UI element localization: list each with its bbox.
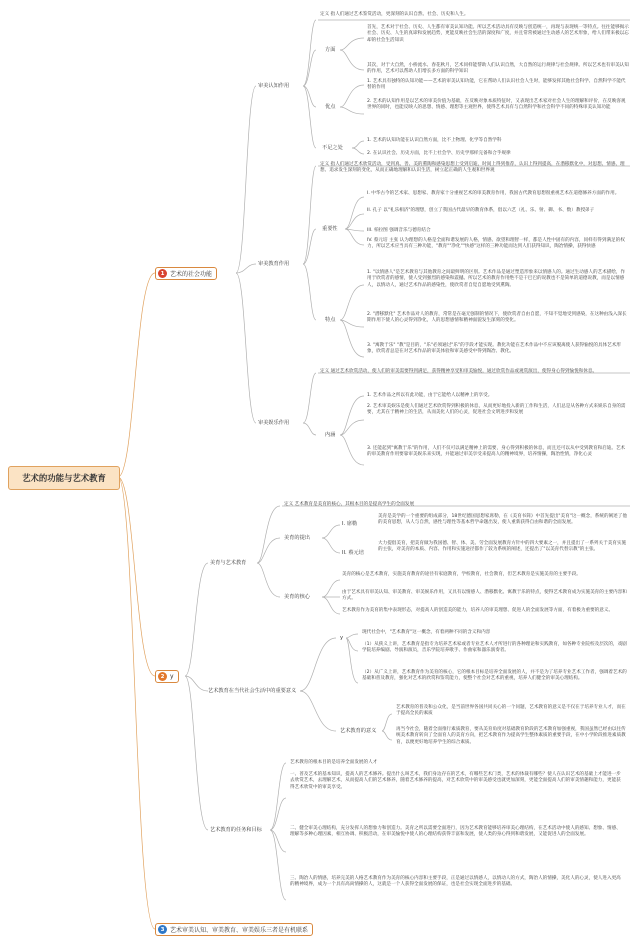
subtopic-cognition[interactable]: 审美认知作用 [258, 83, 290, 89]
modern-point-3: （2）从广义上讲，艺术教育作为美育的核心，它的根本目标是培养全面发展的人，并不是为了培养专业艺术工作者，强调着艺术的基础和普及教育，强化对艺术的欣赏和鉴赏能力，使整个社会对艺术的重视，培养人们健全的审美心理结构。 [362, 670, 627, 682]
origin-cai-label[interactable]: II. 蔡元培 [342, 550, 364, 556]
branch-2-art-education[interactable] [155, 670, 179, 683]
education-importance-2: II. 孔子 以"礼乐相济"的理想，创立了我国古代最早的教育体系，倡以六艺（礼、乐、射、御、书、数）教授弟子 [367, 208, 595, 213]
aesthetic-ed-definition: 定义 艺术教育是美育的核心，其根本目的是提高学生的全面发展 [284, 502, 415, 507]
cognition-merit-1: 1. 艺术具有独特的认知功能——艺术的审美认知功能，它在帮助人们认识社会人生时，能够发挥其他社会科学、自然科学不能代替的作用 [367, 79, 626, 91]
entertainment-content-label[interactable]: 内涵 [325, 432, 336, 438]
modern-point-1: 现代社会中，"艺术教育"这一概念，有着两种不同的含义和内容 [362, 630, 491, 635]
subtopic-modern-significance[interactable]: 艺术教育在当代社会生活中的重要意义 [208, 688, 297, 694]
education-importance-1: I. 中华古今的艺术家、思想家、教育家十分重视艺术的审美教育作用，我国古代教育思想很重视艺术在道德修养方面的作用。 [367, 191, 620, 196]
modern-significance-2: 再当今社会，随着全面推行素质教育，要从美育角度对基础教育阶段的艺术教育加强重视，我国虽然已经由以往传统美术教育转向了全面育人的美育方向，把艺术教育作为提高学生整体素质的重要手段，在中小学阶段推进素质教育，以便更好地培养学生的综合素质。 [396, 727, 626, 745]
aesthetic-ed-origin-label[interactable]: 美育的提出 [284, 535, 310, 541]
modern-significance-label[interactable]: 艺术教育的意义 [340, 728, 377, 734]
tasks-intro: 艺术教育的根本目的是培养全面发展的人才 [290, 760, 378, 765]
subtopic-entertainment[interactable]: 审美娱乐作用 [258, 420, 290, 426]
origin-schiller-label[interactable]: I. 席勒 [342, 521, 358, 527]
aesthetic-ed-core-3: 艺术教育作为美育的集中表现形态，对提高人的创造美的能力，培养人的审美理想、促进人的全面发展等方面，有着极为重要的意义。 [342, 608, 614, 613]
cognition-aspect-2: 其次，对于大自然，小桥流水、春花秋月，艺术同样能帮助人们认识自然，大自然的运行规律与社会规律。所以艺术也有审美认知的作用，艺术可以帮助人们增长多方面的科学知识 [367, 63, 629, 75]
tasks-point-2: 二、健全审美心理结构，充分发挥人的想象力和创造力。美育之所以需要全面进行，因为艺术教育能够培养审美心理结构，在艺术活动中使人的感知、想象、情感、理解等多种心理因素，相互协调、积极活动，在审美愉悦中使人的心理结构获得丰富和发展，使人类的身心得到和谐发展，又能促进人的全面发展。 [290, 826, 621, 838]
subtopic-tasks-goals[interactable]: 艺术教育的任务和目标 [210, 827, 262, 833]
origin-schiller-text: 美育是美学的一个重要的组成部分，18世纪德国思想家席勒，在《美育书简》中首先提出"美育"这一概念，系统的阐述了他的美育思想，从人与自然，感性与理性等基本哲学命题出发，使人重新获得自由和谐的全面发展。 [378, 514, 627, 526]
education-feature-3: 3. "寓教于乐" "教"是目的，"乐"必须通过"乐"的手段才能实现。教化功能在艺术作品中不应该脱离使人获得愉悦的具体艺术形象，欣赏者总是在对艺术作品的审美体验和审美感受中得到陶冶、教化。 [367, 343, 621, 355]
cognition-limit-2: 2. 在认识社会、历史方面，比不上社会学、历史学那样完备和合乎规律 [367, 151, 511, 156]
cognition-definition: 定义 指人们通过艺术鉴赏活动，更深刻的认识自然、社会、历史和人生。 [320, 12, 469, 17]
root-topic[interactable]: 艺术的功能与艺术教育 [8, 466, 120, 490]
branch-3-title: 艺术审美认知、审美教育、审美娱乐三者是有机联系 [170, 927, 309, 934]
number-badge-2: 2 [158, 672, 167, 681]
cognition-merit-2: 2. 艺术的认知作用是以艺术的审美价值为基础，在反映对象本质特征时，又表现出艺术家对社会人生的理解和评价，在反映客观世界的同时，也能反映人的思想、情感、理想等主观世界，使得艺术具有与自然科学和社会科学不同的特殊审美认知功能 [367, 99, 626, 111]
origin-cai-text: 大力提倡美育，把美育做为我国德、智、体、美、劳全面发展教育方针中的四大要素之一，并且提出了一系列关于美育实施的主张，对美育的本质、内容、作用和实施途径都作了较为系统的阐述，还提出了"以美育代替宗教"的主张。 [378, 541, 627, 553]
cognition-aspects-label[interactable]: 方面 [325, 47, 336, 53]
aesthetic-ed-core-2: 由于艺术具有审美认知、审美教育、审美娱乐作用，又具有以情感人、潜移默化、寓教于乐的特点，使得艺术教育成为实施美育的主要内容和方式。 [342, 590, 627, 602]
subtopic-aesthetic-education[interactable]: 美育与艺术教育 [210, 560, 247, 566]
tasks-point-1: 一、普及艺术的基本知识，提高人的艺术修养。提出什么叫艺术，我们身边存在的艺术，有哪些艺术门类，艺术的体裁有哪些？使人在认识艺术的基础上才能进一步去欣赏艺术，去理解艺术，从而提高人们的艺术修养，随着艺术修养的提高，对艺术欣赏中的审美感受也就更加深刻，更能全面提高人们的审美情趣和能力，更能获得艺术欣赏中的审美享受。 [290, 772, 621, 790]
education-definition: 定义 指人们通过艺术欣赏活动，受到真、善、美的熏陶和感染思想上受到启迪，时间上得到推荐，认识上得到提高，在潜移默化中，对思想、情感、理想、追求发生深刻的变化，从而正确地理解和认识生活，树立起正确的人生观和世界观 [320, 162, 625, 174]
entertainment-definition: 定义 通过艺术欣赏活动，使人们的审美需要得到满足，获得精神享受和审美愉悦，通过欣赏作品或观赏演出，使得身心得到愉悦和休息。 [320, 369, 598, 374]
cognition-limit-1: 1. 艺术的认知功能在认识自然方面，比不上物理、化学等自然学科 [367, 138, 502, 143]
cognition-limits-label[interactable]: 不足之处 [322, 145, 343, 151]
branch-3-relationship[interactable] [155, 923, 313, 936]
education-importance-label[interactable]: 重要性 [322, 226, 338, 232]
aesthetic-ed-core-1: 美育的核心是艺术教育，实施美育教育的途径有家庭教育，学校教育，社会教育，但艺术教育是实施美育的主要手段。 [342, 572, 581, 577]
entertainment-content-1: 1. 艺术作品之所以有此功能，由于它能给人以精神上的享受。 [367, 393, 493, 398]
entertainment-content-2: 2. 艺术审美娱乐是使人们通过艺术欣赏得到积极的休息，从而更好地投入新的工作和生活，人们总是从各种方式来娱乐自身的需要，尤其在于精神上的生活，从而美化人们的心灵，促进社会文明进步和发展 [367, 404, 626, 416]
education-importance-4: IV. 蔡元培 主张 认为理想的人格是全面和谐发展的人格，情感、欲望和理智一样，都是人性中固有的内容，同样有得到满足的权力，所以艺术应当具有三种功能，"教育""净化""快感"这样的三种功能而达到人们获得知识，陶冶情操，获得快感 [367, 238, 625, 250]
cognition-merits-label[interactable]: 优点 [325, 104, 336, 110]
number-badge-1: 1 [158, 269, 167, 278]
branch-2-title: y [170, 673, 174, 680]
education-features-label[interactable]: 特点 [325, 317, 336, 323]
aesthetic-ed-core-label[interactable]: 美育的核心 [284, 594, 310, 600]
number-badge-3: 3 [158, 925, 167, 934]
entertainment-content-3: 3. 还能起到"寓教于乐"的作用，人们不仅可以满足精神上的需要，身心得到积极的休息，而且还可以从中受到教育和启迪。艺术的审美教育作用要靠审美娱乐来实现，并能通过审美享受来提高人的精神境界，培养情操，陶冶性情，净化心灵 [367, 446, 626, 458]
branch-1-title: 艺术的社会功能 [170, 271, 213, 278]
modern-y-label[interactable]: y [340, 635, 344, 641]
modern-significance-1: 艺术教育的普及和公众化，是当前世界各国共同关心的一个问题，艺术教育的意义是不仅在于培养专业人才，而在于提高全民的素质 [396, 705, 626, 717]
education-importance-3: III. 柏拉图 强调音乐与德育结合 [367, 228, 431, 233]
branch-1-social-function[interactable] [155, 267, 217, 280]
tasks-point-3: 三、陶冶人的情感，培养完美的人格艺术教育作为美育的核心内容和主要手段，正是通过以情感人，以情动人的方式，陶冶人的情操，美化人的心灵，使人进入更高的精神境界，成为一个具有高尚情操的人，这就是一个人获得全面发展的保证，也是社会实现全面进步的基础。 [290, 876, 621, 888]
education-feature-1: 1. "以情感人"是艺术教育与其他教育之间最鲜明的区别。艺术作品是通过塑造形象来以情感人的。通过生动感人的艺术描绘，作用于欣赏者的感情，使人受到强烈的感染和震撼。所以艺术的教育作用绝不是干巴巴的说教也不是简单的道德说教，而是以情感人，以情动人，通过艺术作品的感染性，使欣赏者自觉自愿地受到熏陶。 [367, 270, 626, 288]
cognition-aspect-1: 首先，艺术对于社会、历史、人生都有审美认知功能。所以艺术活动具有反映与创造统一，再现与表现统一等特点。往往能够揭示社会、历史、人生的真谛和发展趋势，更能反映社会生活的深度和广度，并且常常被通过生动感人的艺术形象，给人们带来极以忘却的社会生活知识 [367, 25, 629, 43]
subtopic-education[interactable]: 审美教育作用 [258, 261, 290, 267]
education-feature-2: 2. "潜移默化" 艺术作品对人的教育，常常是在毫无强制的情况下，使欣赏者自由自愿，不知不觉地受到感染，在这种由浅入深长期作用下使人的心灵得到净化，人的思想感情和精神面貌发生深刻的变化。 [367, 312, 627, 324]
modern-point-2: （1）从狭义上讲，艺术教育是指专为培养艺术家或者专业艺术人才所进行的各种理论和实践教育，如各种专业院校及层次的，戏剧学院培养编剧、导演和演员，音乐学院培养歌手、作曲家和器乐演奏者。 [362, 642, 627, 654]
